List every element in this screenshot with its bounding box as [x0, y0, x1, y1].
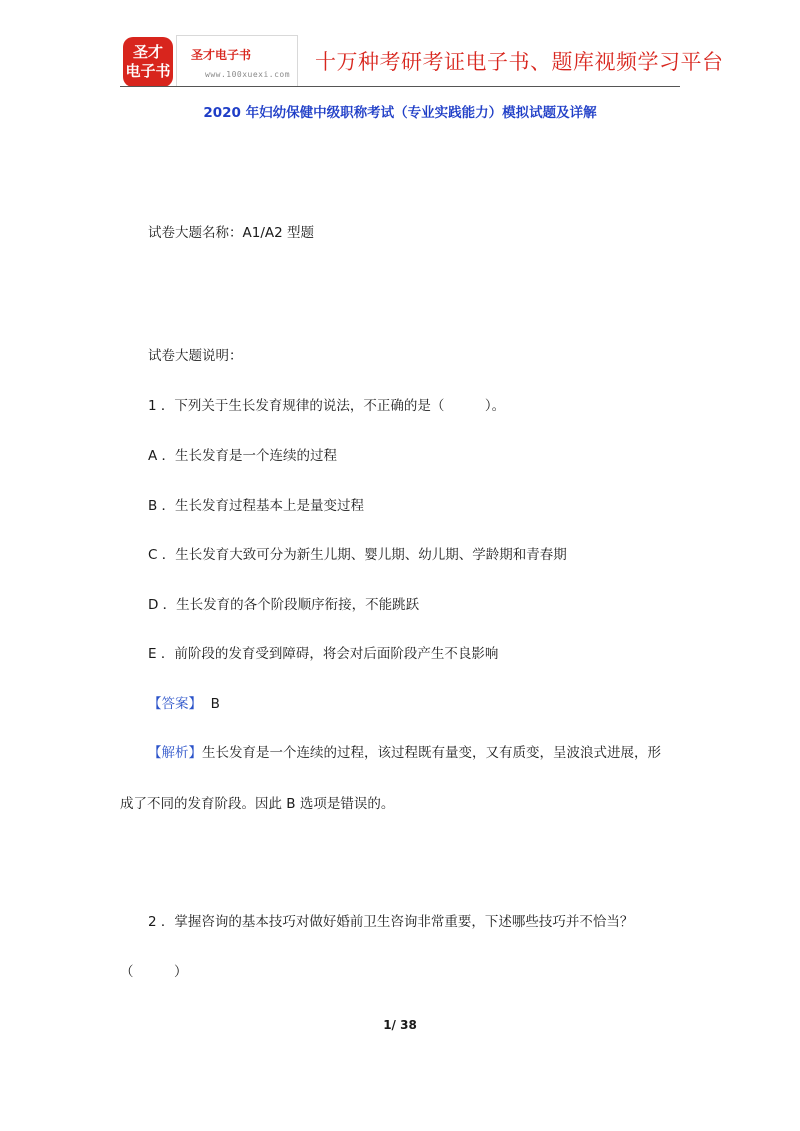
answer-spacer [202, 696, 211, 712]
question-1-answer [148, 692, 220, 712]
section-name: 试卷大题名称：A1/A2 型题 [148, 225, 314, 241]
question-2-stem-cont: （ ） [120, 964, 188, 980]
section-description: 试卷大题说明： [148, 348, 243, 364]
analysis-line-1: 生长发育是一个连续的过程，该过程既有量变，又有质变，呈波浪式进展，形 [202, 745, 661, 761]
header-divider [120, 86, 680, 87]
analysis-label: 【解析】 [148, 745, 202, 761]
brand-box [176, 35, 298, 87]
question-1-option-c: C ．生长发育大致可分为新生儿期、婴儿期、幼儿期、学龄期和青春期 [148, 547, 567, 563]
logo-text-line2: 电子书 [125, 62, 171, 80]
document-title: 2020 年妇幼保健中级职称考试（专业实践能力）模拟试题及详解 [203, 105, 597, 121]
brand-logo [123, 37, 173, 87]
question-1-analysis-cont: 成了不同的发育阶段。因此 B 选项是错误的。 [120, 796, 395, 812]
question-1-stem: 1 ．下列关于生长发育规律的说法，不正确的是（ ）。 [148, 398, 506, 414]
brand-name: 圣才电子书 [191, 48, 252, 62]
question-2-stem: 2 ．掌握咨询的基本技巧对做好婚前卫生咨询非常重要，下述哪些技巧并不恰当？ [148, 914, 634, 930]
brand-url: www.100xuexi.com [205, 70, 291, 79]
answer-label: 【答案】 [148, 696, 202, 712]
question-1-analysis [148, 741, 661, 761]
page-number: 1/ 38 [383, 1018, 417, 1032]
question-1-option-d: D ．生长发育的各个阶段顺序衔接，不能跳跃 [148, 597, 420, 613]
answer-value: B [210, 696, 220, 712]
logo-text-line1: 圣才 [132, 43, 163, 61]
page-header [0, 0, 800, 90]
header-slogan: 十万种考研考证电子书、题库视频学习平台 [315, 50, 724, 74]
question-1-option-b: B ．生长发育过程基本上是量变过程 [148, 498, 365, 514]
question-1-option-e: E ．前阶段的发育受到障碍，将会对后面阶段产生不良影响 [148, 646, 499, 662]
question-1-option-a: A ．生长发育是一个连续的过程 [148, 448, 338, 464]
